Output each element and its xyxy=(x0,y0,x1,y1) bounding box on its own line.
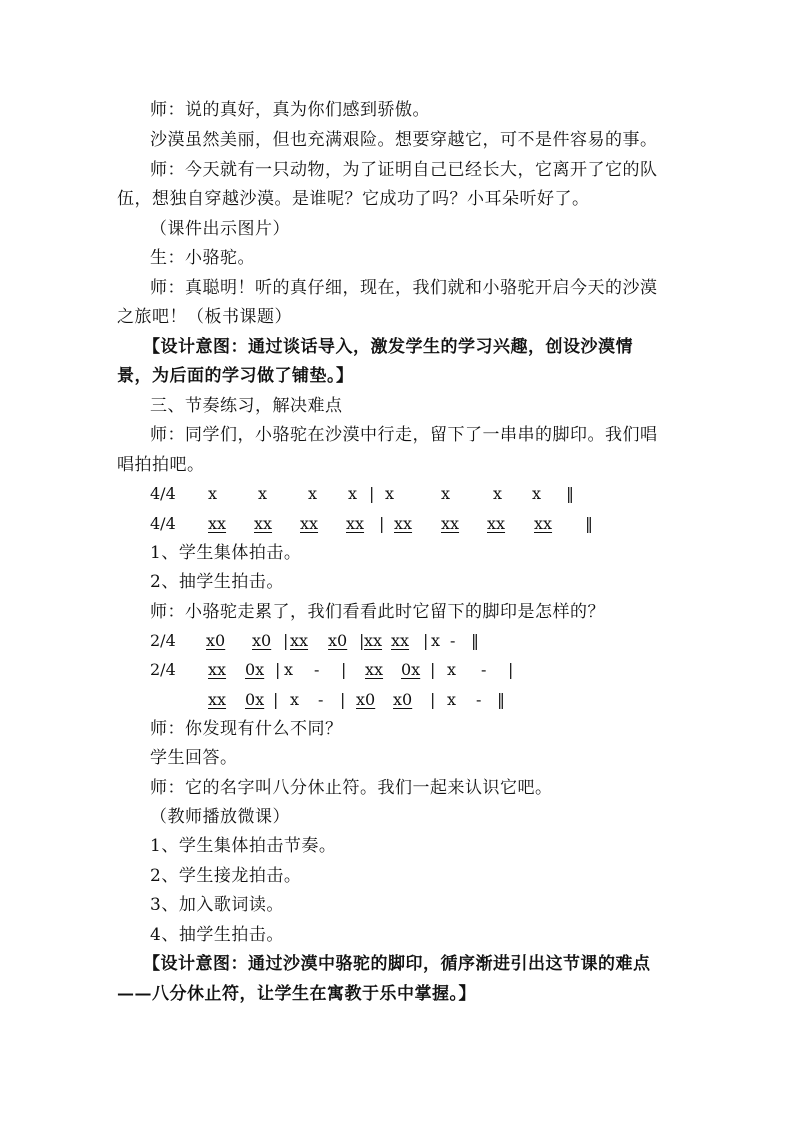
rhythm-note: x xyxy=(258,484,268,503)
rhythm-note: xx xyxy=(254,514,273,533)
rhythm-row xyxy=(0,629,794,653)
time-signature: 2/4 xyxy=(150,660,176,679)
barline: | xyxy=(341,660,347,679)
rhythm-note: x xyxy=(431,631,441,650)
rhythm-note: xx xyxy=(364,631,383,650)
barline: | xyxy=(430,660,436,679)
rhythm-row xyxy=(0,482,794,506)
section-heading: 三、节奏练习，解决难点 xyxy=(150,396,343,416)
paragraph-line: （教师播放微课） xyxy=(150,807,290,827)
rhythm-dash: - xyxy=(476,690,482,709)
barline: | xyxy=(359,631,365,650)
rhythm-note: x xyxy=(441,484,451,503)
rhythm-note: xx xyxy=(300,514,319,533)
rhythm-note: xx xyxy=(208,690,227,709)
barline: | xyxy=(283,631,289,650)
design-intent-line: ——八分休止符，让学生在寓教于乐中掌握。】 xyxy=(117,984,476,1004)
barline: | xyxy=(379,514,385,533)
rhythm-dash: - xyxy=(314,660,320,679)
paragraph-line: 学生回答。 xyxy=(150,748,238,768)
rhythm-note: xx xyxy=(391,631,410,650)
paragraph-line: 伍，想独自穿越沙漠。是谁呢？它成功了吗？小耳朵听好了。 xyxy=(117,189,590,209)
rhythm-note: xx xyxy=(441,514,460,533)
rhythm-row xyxy=(0,512,794,536)
rhythm-note: 0x xyxy=(245,660,265,679)
paragraph-line: 沙漠虽然美丽，但也充满艰险。想要穿越它，可不是件容易的事。 xyxy=(150,130,658,150)
rhythm-note: x0 xyxy=(252,631,272,650)
final-barline: ‖ xyxy=(585,514,593,533)
paragraph-line: 2、学生接龙拍击。 xyxy=(150,866,302,886)
rhythm-note: xx xyxy=(365,660,384,679)
paragraph-line: 师：你发现有什么不同？ xyxy=(150,719,343,739)
rhythm-row xyxy=(0,688,794,712)
rhythm-dash: - xyxy=(318,690,324,709)
barline: | xyxy=(275,660,281,679)
rhythm-note: 0x xyxy=(401,660,421,679)
rhythm-note: x xyxy=(208,484,218,503)
rhythm-row xyxy=(0,658,794,682)
barline: | xyxy=(430,690,436,709)
rhythm-note: xx xyxy=(487,514,506,533)
barline: | xyxy=(423,631,429,650)
rhythm-note: x0 xyxy=(206,631,226,650)
rhythm-note: x xyxy=(385,484,395,503)
final-barline: ‖ xyxy=(497,690,505,709)
paragraph-line: 师：说的真好，真为你们感到骄傲。 xyxy=(150,100,430,120)
rhythm-note: x0 xyxy=(328,631,348,650)
paragraph-line: 师：真聪明！听的真仔细，现在，我们就和小骆驼开启今天的沙漠 xyxy=(150,278,658,298)
rhythm-note: xx xyxy=(208,660,227,679)
rhythm-note: x xyxy=(348,484,358,503)
final-barline: ‖ xyxy=(566,484,574,503)
rhythm-note: xx xyxy=(290,631,309,650)
paragraph-line: 之旅吧！（板书课题） xyxy=(117,307,292,327)
rhythm-note: xx xyxy=(394,514,413,533)
rhythm-dash: - xyxy=(481,660,487,679)
design-intent-line: 【设计意图：通过谈话导入，激发学生的学习兴趣，创设沙漠情 xyxy=(143,337,633,357)
final-barline: ‖ xyxy=(471,631,479,650)
rhythm-note: x xyxy=(532,484,542,503)
time-signature: 4/4 xyxy=(150,514,176,533)
paragraph-line: 1、学生集体拍击。 xyxy=(150,543,302,563)
rhythm-note: x0 xyxy=(356,690,376,709)
time-signature: 4/4 xyxy=(150,484,176,503)
paragraph-line: 生：小骆驼。 xyxy=(150,248,255,268)
rhythm-note: x xyxy=(290,690,300,709)
paragraph-line: （课件出示图片） xyxy=(150,219,290,239)
rhythm-note: xx xyxy=(534,514,553,533)
rhythm-note: x0 xyxy=(393,690,413,709)
barline: | xyxy=(508,660,514,679)
rhythm-note: x xyxy=(493,484,503,503)
paragraph-line: 3、加入歌词读。 xyxy=(150,895,284,915)
paragraph-line: 师：今天就有一只动物，为了证明自己已经长大，它离开了它的队 xyxy=(150,160,658,180)
time-signature: 2/4 xyxy=(150,631,176,650)
barline: | xyxy=(273,690,279,709)
design-intent-line: 景，为后面的学习做了铺垫。】 xyxy=(117,366,354,386)
paragraph-line: 师：小骆驼走累了，我们看看此时它留下的脚印是怎样的？ xyxy=(150,602,605,622)
design-intent-line: 【设计意图：通过沙漠中骆驼的脚印，循序渐进引出这节课的难点 xyxy=(143,954,651,974)
rhythm-note: xx xyxy=(208,514,227,533)
rhythm-dash: - xyxy=(450,631,456,650)
barline: | xyxy=(340,690,346,709)
paragraph-line: 1、学生集体拍击节奏。 xyxy=(150,836,337,856)
rhythm-note: x xyxy=(447,660,457,679)
rhythm-note: xx xyxy=(346,514,365,533)
paragraph-line: 2、抽学生拍击。 xyxy=(150,572,284,592)
paragraph-line: 师：同学们，小骆驼在沙漠中行走，留下了一串串的脚印。我们唱 xyxy=(150,425,658,445)
paragraph-line: 师：它的名字叫八分休止符。我们一起来认识它吧。 xyxy=(150,778,553,798)
paragraph-line: 唱拍拍吧。 xyxy=(117,455,205,475)
barline: | xyxy=(369,484,375,503)
paragraph-line: 4、抽学生拍击。 xyxy=(150,925,284,945)
rhythm-note: x xyxy=(308,484,318,503)
rhythm-note: 0x xyxy=(245,690,265,709)
rhythm-note: x xyxy=(284,660,294,679)
rhythm-note: x xyxy=(447,690,457,709)
